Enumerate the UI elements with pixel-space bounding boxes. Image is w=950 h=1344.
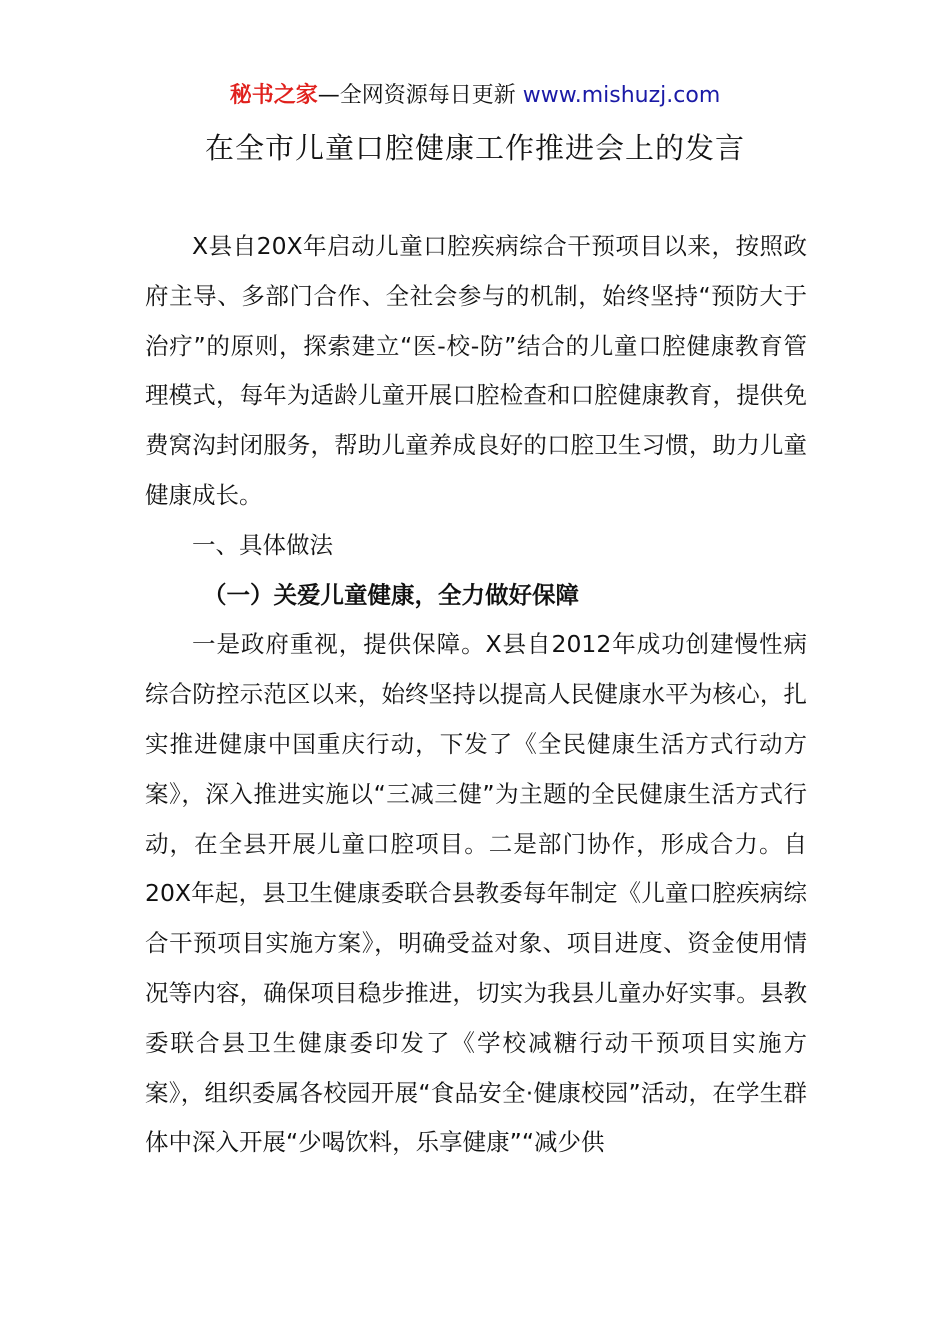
site-header — [0, 80, 950, 112]
section-heading: 一、具体做法 — [192, 530, 333, 559]
body-paragraph: 一是政府重视，提供保障。X县自2012年成功创建慢性病综合防控示范区以来，始终坚持以提高人民健康水平为核心，扎实推进健康中国重庆行动，下发了《全民健康生活方式行动方案》，深入推进实施以“三减三健”为主题的全民健康生活方式行动，在全县开展儿童口腔项目。二是部门协作，形成合力。自20X年起，县卫生健康委联合县教委每年制定《儿童口腔疾病综合干预项目实施方案》，明确受益对象、项目进度、资金使用情况等内容，确保项目稳步推进，切实为我县儿童办好实事。县教委联合县卫生健康委印发了《学校减糖行动干预项目实施方案》，组织委属各校园开展“食品安全·健康校园”活动，在学生群体中深入开展“少喝饮料，乐享健康”“减少供 — [145, 630, 807, 1157]
document-body — [145, 222, 807, 1168]
site-url-link[interactable]: www.mishuzj.com — [522, 83, 721, 108]
site-brand: 秘书之家 — [229, 83, 318, 108]
document-title: 在全市儿童口腔健康工作推进会上的发言 — [204, 131, 745, 165]
subsection-heading: （一）关爱儿童健康，全力做好保障 — [203, 580, 579, 609]
intro-paragraph: X县自20X年启动儿童口腔疾病综合干预项目以来，按照政府主导、多部门合作、全社会参与的机制，始终坚持“预防大于治疗”的原则，探索建立“医-校-防”结合的儿童口腔健康教育管理模式，每年为适龄儿童开展口腔检查和口腔健康教育，提供免费窝沟封闭服务，帮助儿童养成良好的口腔卫生习惯，助力儿童健康成长。 — [145, 232, 807, 509]
site-tagline: —全网资源每日更新 — [317, 83, 523, 108]
